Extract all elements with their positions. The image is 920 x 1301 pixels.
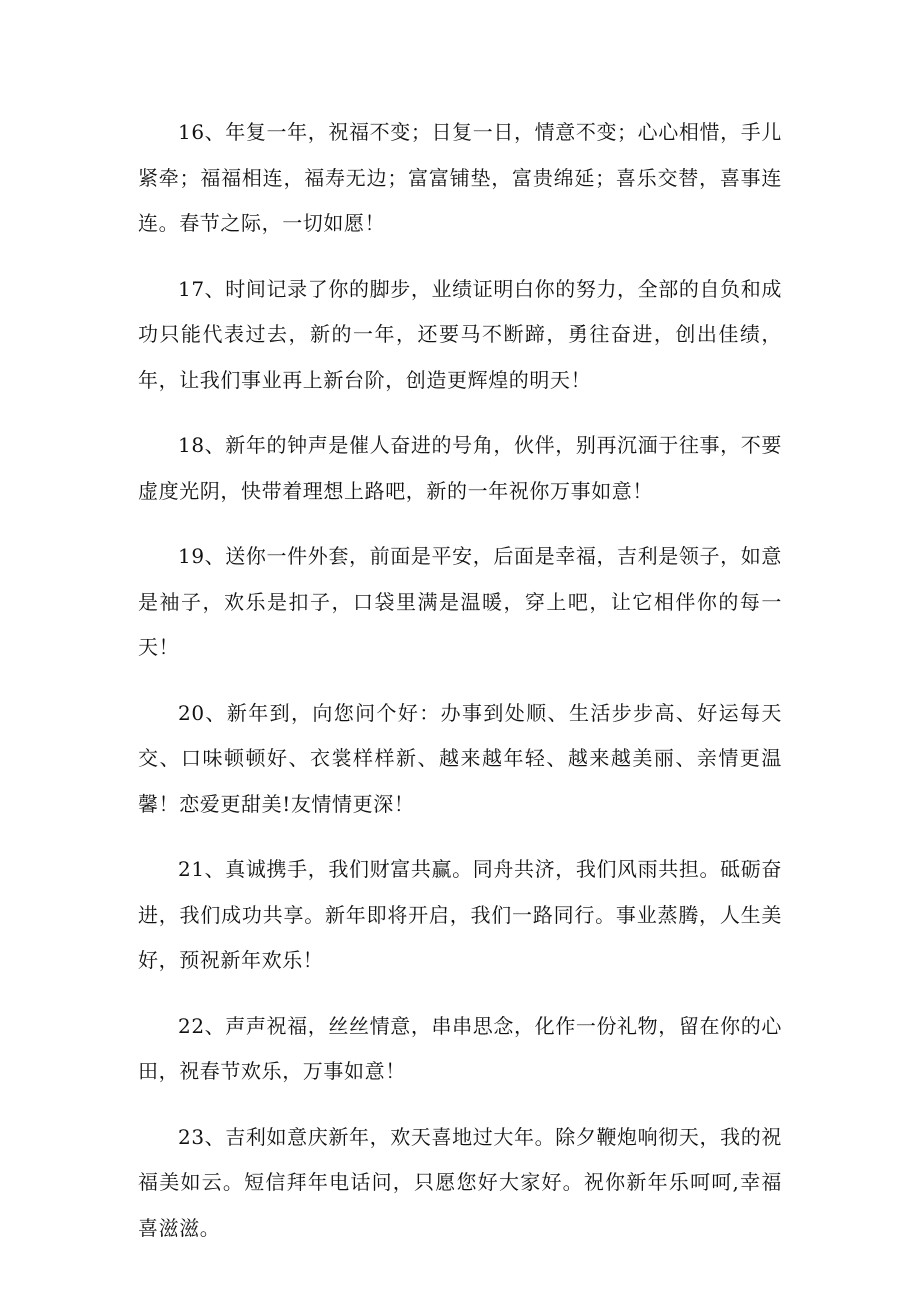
paragraph-20: 20、新年到，向您问个好：办事到处顺、生活步步高、好运每天交、口味顿顿好、衣裳样样新、越来越年轻、越来越美丽、亲情更温馨！恋爱更甜美!友情情更深！ <box>138 700 782 816</box>
paragraph-23: 23、吉利如意庆新年，欢天喜地过大年。除夕鞭炮响彻天，我的祝福美如云。短信拜年电话问，只愿您好大家好。祝你新年乐呵呵,幸福喜滋滋。 <box>138 1124 782 1240</box>
paragraph-18: 18、新年的钟声是催人奋进的号角，伙伴，别再沉湎于往事，不要虚度光阴，快带着理想上路吧，新的一年祝你万事如意！ <box>138 433 782 503</box>
paragraph-17: 17、时间记录了你的脚步，业绩证明白你的努力，全部的自负和成功只能代表过去，新的一年，还要马不断蹄，勇往奋进，创出佳绩，年，让我们事业再上新台阶，创造更辉煌的明天！ <box>138 276 782 392</box>
paragraph-22: 22、声声祝福，丝丝情意，串串思念，化作一份礼物，留在你的心田，祝春节欢乐，万事如意！ <box>138 1013 782 1083</box>
paragraph-19: 19、送你一件外套，前面是平安，后面是幸福，吉利是领子，如意是袖子，欢乐是扣子，口袋里满是温暖，穿上吧，让它相伴你的每一天！ <box>138 544 782 659</box>
paragraph-21: 21、真诚携手，我们财富共赢。同舟共济，我们风雨共担。砥砺奋进，我们成功共享。新年即将开启，我们一路同行。事业蒸腾，人生美好，预祝新年欢乐！ <box>138 857 782 972</box>
paragraph-16: 16、年复一年，祝福不变；日复一日，情意不变；心心相惜，手儿紧牵；福福相连，福寿无边；富富铺垫，富贵绵延；喜乐交替，喜事连连。春节之际，一切如愿！ <box>138 120 782 235</box>
